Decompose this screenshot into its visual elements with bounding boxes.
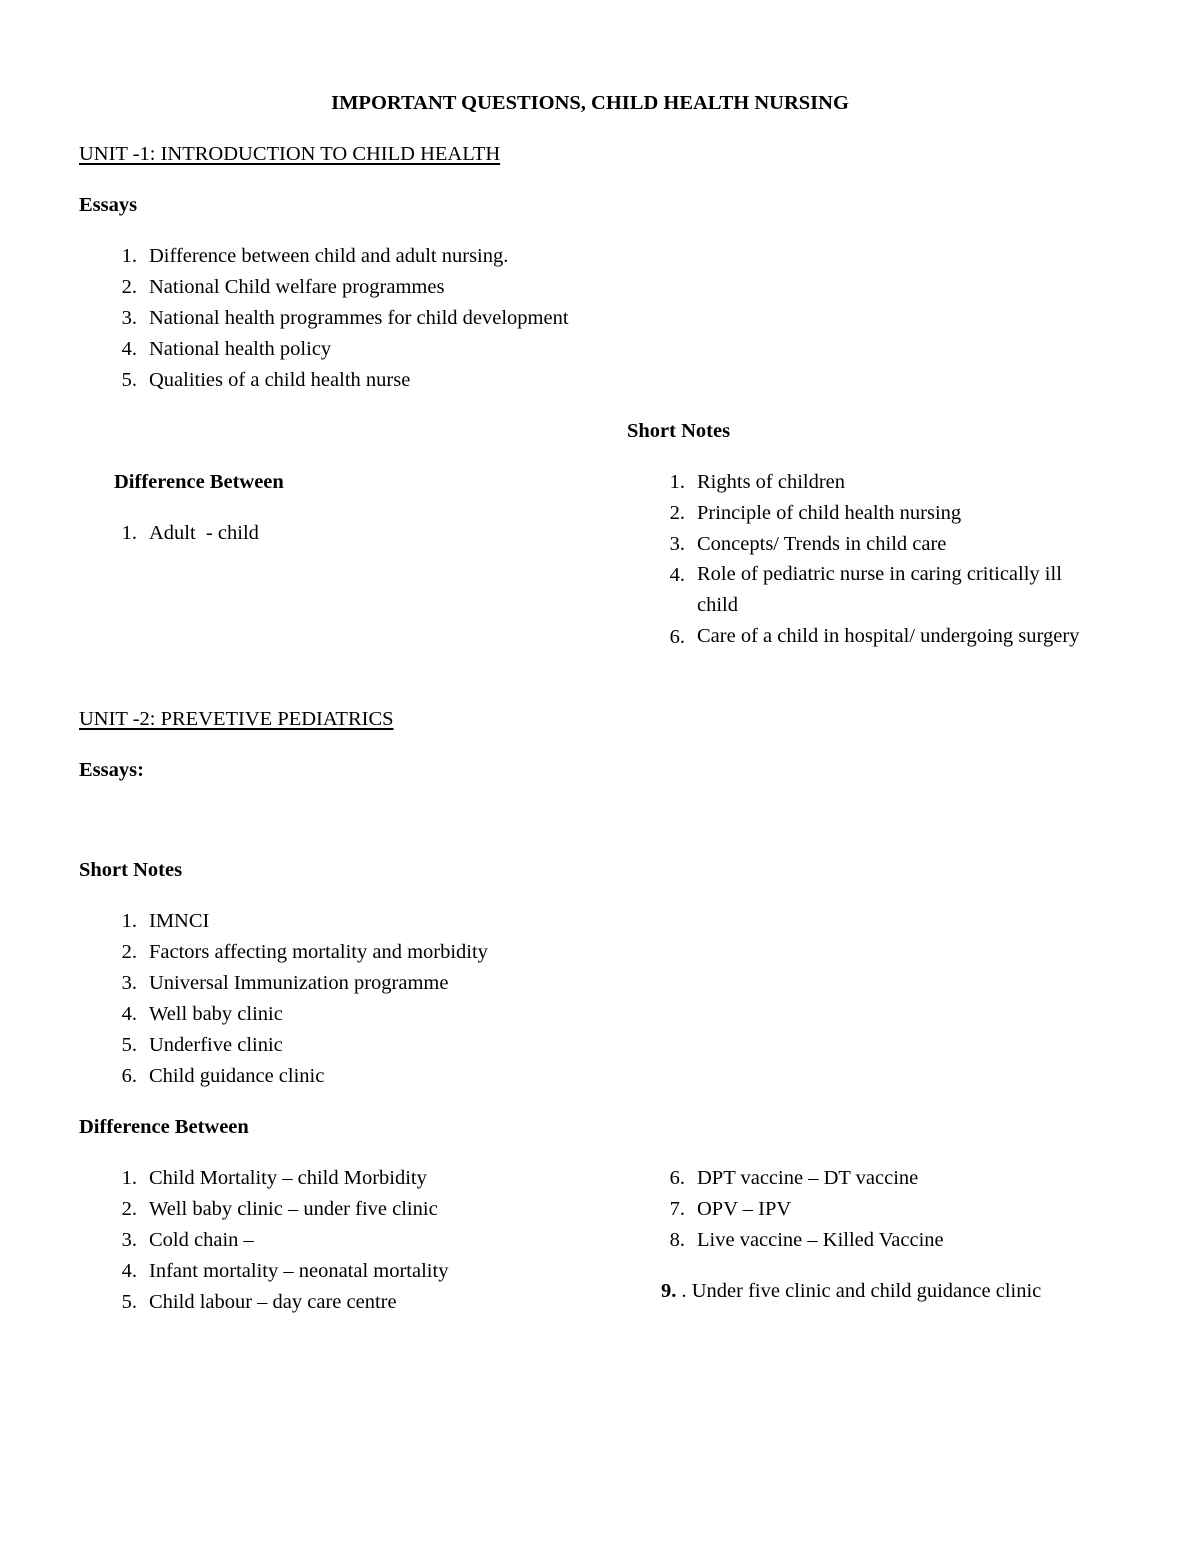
item-text: . Under five clinic and child guidance clinic [681,1280,1042,1302]
unit-1-essays-heading: Essays [79,194,138,216]
page-title: IMPORTANT QUESTIONS, CHILD HEALTH NURSING [331,92,849,114]
unit-2-difference-heading: Difference Between [79,1116,249,1138]
unit-2-difference-item-9 [661,1279,1041,1303]
unit-2-short-notes-heading: Short Notes [79,859,183,881]
unit-1-difference-heading: Difference Between [114,471,284,493]
unit-1-heading: UNIT -1: INTRODUCTION TO CHILD HEALTH [79,143,501,165]
unit-2-heading: UNIT -2: PREVETIVE PEDIATRICS [79,708,394,730]
item-number: 9. [661,1280,677,1302]
unit-2-essays-heading: Essays: [79,759,144,781]
unit-1-short-notes-heading: Short Notes [627,420,731,442]
